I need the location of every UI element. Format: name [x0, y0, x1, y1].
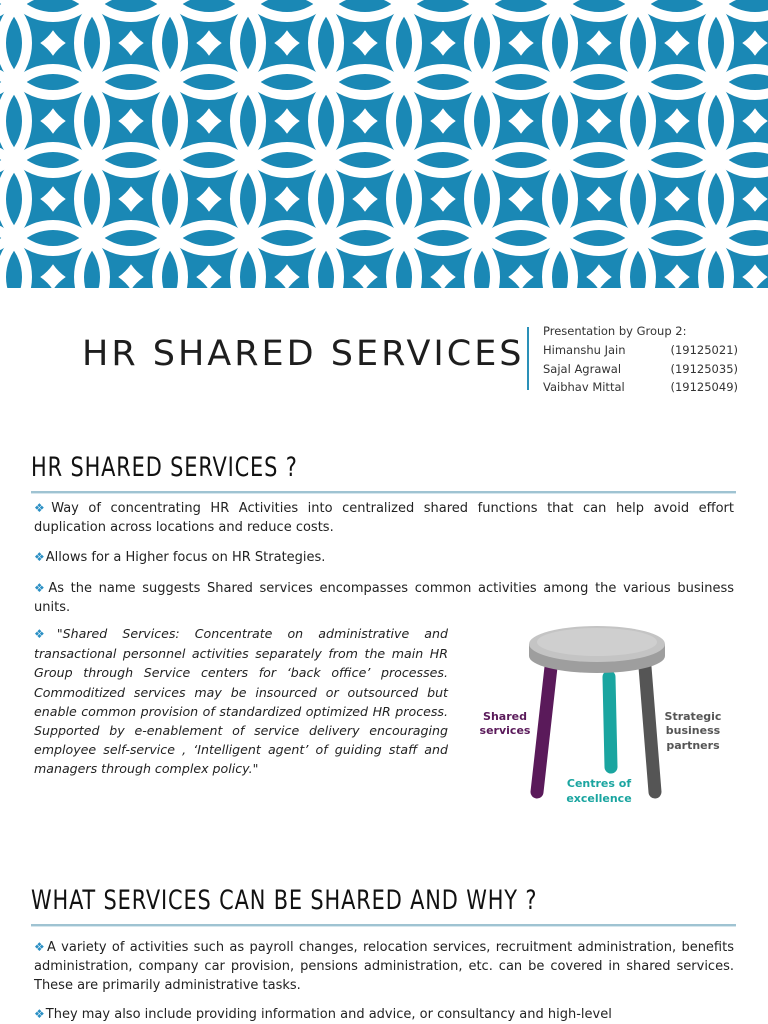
presenter-id: (19125035) — [670, 361, 738, 376]
bullet-item — [34, 548, 734, 567]
label-strategic-line2: business — [665, 724, 721, 737]
presenter-name: Sajal Agrawal — [543, 361, 622, 376]
bullet-text: They may also include providing information and advice, or consultancy and high-level — [45, 1007, 612, 1022]
bullet-item — [34, 579, 734, 617]
decorative-banner — [0, 0, 768, 288]
presenter-block — [543, 322, 738, 397]
middle-leg — [609, 677, 611, 767]
presenter-name: Himanshu Jain — [543, 342, 626, 357]
label-strategic-line1: Strategic — [664, 710, 722, 723]
diamond-bullet-icon: ❖ — [34, 1007, 45, 1021]
seat-highlight — [537, 628, 657, 656]
presentation-title: HR SHARED SERVICES — [82, 334, 525, 374]
presenter-row — [543, 341, 738, 360]
label-shared-services-line1: Shared — [483, 710, 527, 723]
diamond-bullet-icon: ❖ — [34, 940, 46, 954]
bullet-item — [34, 938, 734, 995]
shared-services-quote — [34, 624, 448, 779]
stool-illustration — [465, 622, 765, 807]
bullet-text: Way of concentrating HR Activities into centralized shared functions that can help avoid effort duplication across locations and reduce costs. — [34, 501, 734, 535]
bullet-item — [34, 499, 734, 537]
circle-pattern — [0, 0, 768, 288]
section-heading: WHAT SERVICES CAN BE SHARED AND WHY ? — [31, 885, 538, 916]
section-heading: HR SHARED SERVICES ? — [31, 452, 298, 483]
bullet-item — [34, 1005, 734, 1024]
diamond-bullet-icon: ❖ — [34, 581, 48, 595]
diamond-bullet-icon: ❖ — [34, 627, 56, 641]
presenter-name: Vaibhav Mittal — [543, 380, 625, 395]
label-centres-line1: Centres of — [566, 777, 632, 790]
diamond-bullet-icon: ❖ — [34, 501, 51, 515]
presenter-id: (19125049) — [670, 380, 738, 395]
heading-rule — [31, 924, 736, 926]
bullet-text: Allows for a Higher focus on HR Strategies. — [45, 550, 326, 565]
label-strategic-line3: partners — [666, 739, 720, 752]
presenter-row — [543, 360, 738, 379]
bullet-text: As the name suggests Shared services encompasses common activities among the various business units. — [34, 581, 734, 615]
diamond-bullet-icon: ❖ — [34, 550, 45, 564]
presented-by-label: Presentation by Group 2: — [543, 324, 687, 338]
heading-rule — [31, 491, 736, 493]
label-shared-services-line2: services — [479, 724, 531, 737]
presenter-row — [543, 378, 738, 397]
presenter-id: (19125021) — [670, 342, 738, 357]
label-centres-line2: excellence — [566, 792, 632, 805]
bullet-text: A variety of activities such as payroll changes, relocation services, recruitment administration, benefits administration, company car provision, pensions administration, etc. can be covered in shared services. These are primarily administrative tasks. — [34, 940, 734, 993]
three-legged-stool-figure — [465, 622, 765, 807]
title-divider — [527, 327, 529, 390]
quote-text: "Shared Services: Concentrate on administrative and transactional personnel activities separately from the main HR Group through Service centers for ‘back office’ processes. Commoditized services may be insourced or outsourced but enable common provision of standardized optimized HR process. Supported by e-enablement of service delivery encouraging employee self-service , ‘Intelligent agent’ of guiding staff and managers through complex policy." — [34, 626, 449, 777]
